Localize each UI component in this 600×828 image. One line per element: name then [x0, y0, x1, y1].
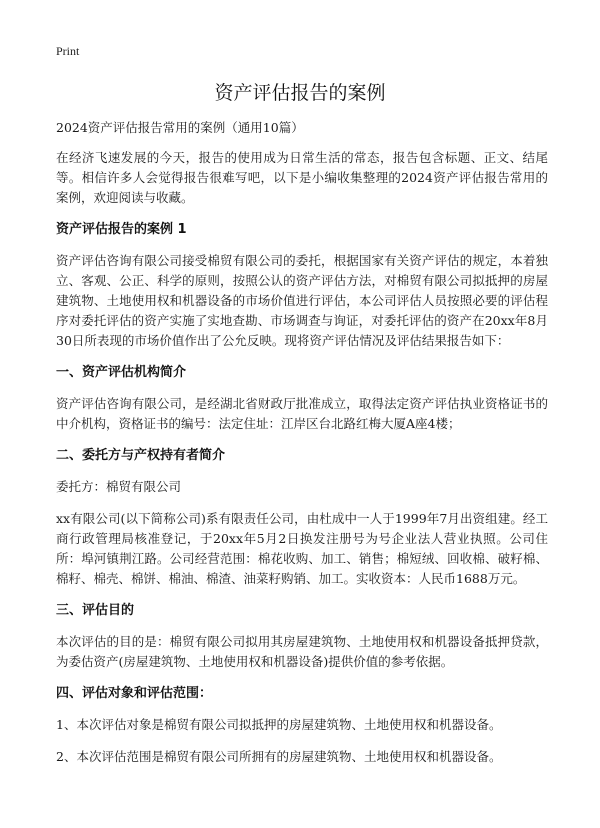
document-body — [56, 118, 548, 779]
case1-paragraph: 资产评估咨询有限公司接受棉贸有限公司的委托，根据国家有关资产评估的规定，本着独立、客观、公正、科学的原则，按照公认的资产评估方法，对棉贸有限公司拟抵押的房屋建筑物、土地使用权和机器设备的市场价值进行评估，本公司评估人员按照必要的评估程序对委托评估的资产实施了实地查勘、市场调查与询证，对委托评估的资产在20xx年8月30日所表现的市场价值作出了公允反映。现将资产评估情况及评估结果报告如下： — [56, 253, 548, 348]
section2-client: 委托方：棉贸有限公司 — [56, 479, 182, 494]
page-title: 资产评估报告的案例 — [214, 82, 386, 104]
section3-paragraph: 本次评估的目的是：棉贸有限公司拟用其房屋建筑物、土地使用权和机器设备抵押贷款，为委估资产(房屋建筑物、土地使用权和机器设备)提供价值的参考依据。 — [56, 634, 548, 669]
section3-heading: 三、评估目的 — [56, 603, 135, 618]
print-link[interactable]: Print — [56, 44, 80, 58]
section2-heading: 二、委托方与产权持有者简介 — [56, 448, 226, 463]
section1-paragraph: 资产评估咨询有限公司，是经湖北省财政厅批准成立，取得法定资产评估执业资格证书的中介机构，资格证书的编号：法定住址：江岸区台北路红梅大厦A座4楼； — [56, 396, 548, 431]
intro-paragraph: 在经济飞速发展的今天，报告的使用成为日常生活的常态，报告包含标题、正文、结尾等。相信许多人会觉得报告很难写吧，以下是小编收集整理的2024资产评估报告常用的案例，欢迎阅读与收藏。 — [56, 150, 548, 205]
section4-heading: 四、评估对象和评估范围： — [56, 686, 213, 701]
section1-heading: 一、资产评估机构简介 — [56, 365, 187, 380]
section4-item-1: 1、本次评估对象是棉贸有限公司拟抵押的房屋建筑物、土地使用权和机器设备。 — [56, 717, 502, 732]
case1-heading: 资产评估报告的案例 1 — [56, 222, 187, 237]
section2-company-profile: xx有限公司(以下简称公司)系有限责任公司，由杜成中一人于1999年7月出资组建。经工商行政管理局核准登记，于20xx年5月2日换发注册号为号企业法人营业执照。公司住所：埠河镇荆江路。公司经营范围：棉花收购、加工、销售；棉短绒、回收棉、破籽棉、棉籽、棉壳、棉饼、棉油、棉渣、油菜籽购销、加工。实收资本：人民币1688万元。 — [56, 511, 548, 586]
subtitle: 2024资产评估报告常用的案例（通用10篇） — [56, 120, 304, 135]
section4-item-2: 2、本次评估范围是棉贸有限公司所拥有的房屋建筑物、土地使用权和机器设备。 — [56, 749, 502, 764]
